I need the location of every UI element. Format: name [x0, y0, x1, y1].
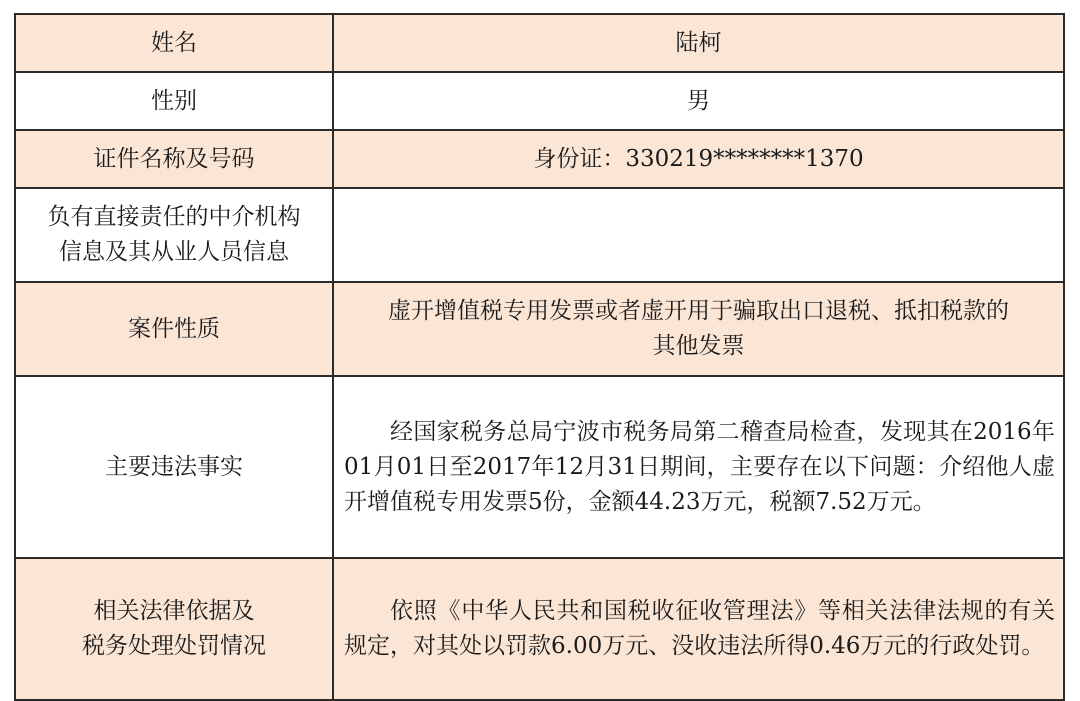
value-violation-facts [333, 376, 1064, 558]
label-case-nature: 案件性质 [15, 282, 333, 376]
value-line: 其他发票 [652, 333, 745, 359]
table-row [15, 376, 1064, 558]
table-row [15, 282, 1064, 376]
value-gender: 男 [333, 72, 1064, 130]
value-line: 虚开增值税专用发票或者虚开用于骗取出口退税、抵扣税款的 [388, 298, 1009, 324]
table-row [15, 558, 1064, 700]
value-id-document: 身份证：330219********1370 [333, 130, 1064, 188]
label-line: 税务处理处罚情况 [82, 633, 266, 659]
value-legal-basis [333, 558, 1064, 700]
label-gender: 性别 [15, 72, 333, 130]
violation-facts-text: 经国家税务总局宁波市税务局第二稽查局检查，发现其在2016年01月01日至2017年12月31日期间，主要存在以下问题：介绍他人虚开增值税专用发票5份，金额44.23万元，税额7.52万元。 [344, 418, 1055, 515]
label-violation-facts: 主要违法事实 [15, 376, 333, 558]
table-row [15, 72, 1064, 130]
value-name: 陆柯 [333, 14, 1064, 72]
table-row [15, 188, 1064, 282]
label-line: 相关法律依据及 [93, 598, 255, 624]
legal-basis-text: 依照《中华人民共和国税收征收管理法》等相关法律法规的有关规定，对其处以罚款6.00万元、没收违法所得0.46万元的行政处罚。 [344, 598, 1055, 659]
label-legal-basis [15, 558, 333, 700]
label-line: 信息及其从业人员信息 [59, 239, 289, 265]
label-name: 姓名 [15, 14, 333, 72]
label-intermediary-info [15, 188, 333, 282]
table-row [15, 14, 1064, 72]
value-intermediary-info [333, 188, 1064, 282]
label-id-document: 证件名称及号码 [15, 130, 333, 188]
penalty-info-table [14, 13, 1065, 701]
label-line: 负有直接责任的中介机构 [47, 204, 301, 230]
value-case-nature [333, 282, 1064, 376]
table-row [15, 130, 1064, 188]
